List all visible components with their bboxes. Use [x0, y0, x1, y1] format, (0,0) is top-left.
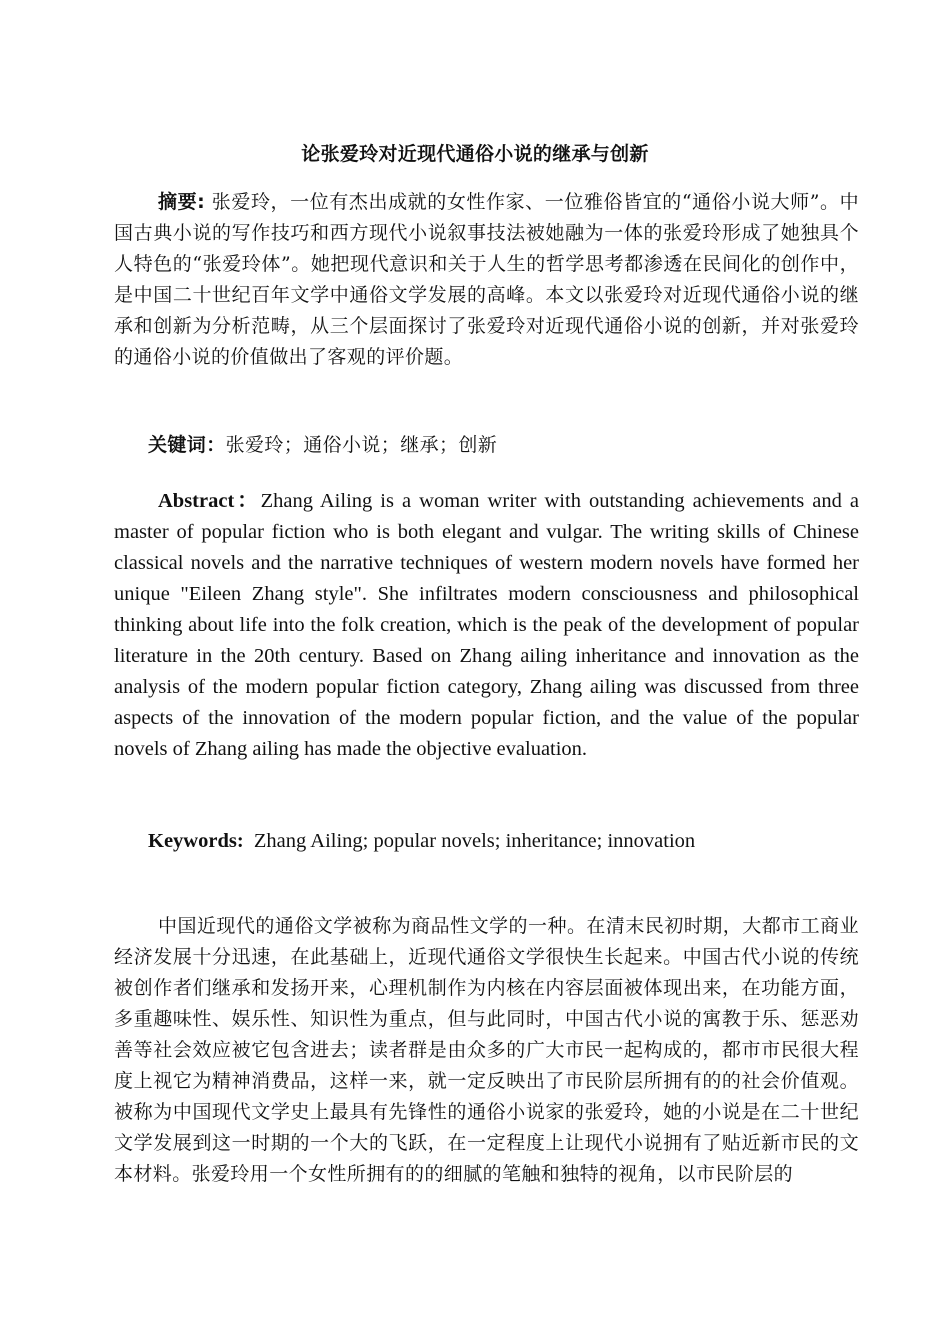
- chinese-abstract: [114, 187, 859, 373]
- chinese-keywords-text: 张爱玲；通俗小说；继承；创新: [225, 434, 498, 456]
- english-keywords-label: Keywords:: [148, 830, 244, 852]
- chinese-keywords-label: 关键词：: [148, 434, 226, 456]
- chinese-abstract-text: 张爱玲，一位有杰出成就的女性作家、一位雅俗皆宜的“通俗小说大师”。中国古典小说的写作技巧和西方现代小说叙事技法被她融为一体的张爱玲形成了她独具个人特色的“张爱玲体”。她把现代意识和关于人生的哲学思考都渗透在民间化的创作中，是中国二十世纪百年文学中通俗文学发展的高峰。本文以张爱玲对近现代通俗小说的继承和创新为分析范畴，从三个层面探讨了张爱玲对近现代通俗小说的创新，并对张爱玲的通俗小说的价值做出了客观的评价题。: [114, 191, 859, 368]
- english-keywords: [148, 826, 859, 857]
- english-abstract-label: Abstract：: [158, 490, 261, 512]
- english-abstract-text: Zhang Ailing is a woman writer with outstanding achievements and a master of popular fiction who is both elegant and vulgar. The writing skills of Chinese classical novels and the narrative techniques of western modern novels have formed her unique "Eileen Zhang style". She infiltrates modern consciousness and philosophical thinking about life into the folk creation, which is the peak of the development of popular literature in the 20th century. Based on Zhang ailing inheritance and innovation as the analysis of the modern popular fiction category, Zhang ailing was discussed from three aspects of the innovation of the modern popular fiction, and the value of the popular novels of Zhang ailing has made the objective evaluation.: [114, 490, 859, 760]
- english-abstract: [114, 486, 859, 765]
- chinese-abstract-label: 摘要:: [158, 191, 206, 213]
- chinese-keywords: [148, 430, 859, 461]
- paper-title: 论张爱玲对近现代通俗小说的继承与创新: [301, 143, 649, 165]
- body-paragraph: 中国近现代的通俗文学被称为商品性文学的一种。在清末民初时期，大都市工商业经济发展十分迅速，在此基础上，近现代通俗文学很快生长起来。中国古代小说的传统被创作者们继承和发扬开来，心理机制作为内核在内容层面被体现出来，在功能方面，多重趣味性、娱乐性、知识性为重点，但与此同时，中国古代小说的寓教于乐、惩恶劝善等社会效应被它包含进去；读者群是由众多的广大市民一起构成的，都市市民很大程度上视它为精神消费品，这样一来，就一定反映出了市民阶层所拥有的的社会价值观。被称为中国现代文学史上最具有先锋性的通俗小说家的张爱玲，她的小说是在二十世纪文学发展到这一时期的一个大的飞跃，在一定程度上让现代小说拥有了贴近新市民的文本材料。张爱玲用一个女性所拥有的的细腻的笔触和独特的视角，以市民阶层的: [114, 915, 859, 1185]
- english-keywords-text: Zhang Ailing; popular novels; inheritance; innovation: [243, 830, 696, 852]
